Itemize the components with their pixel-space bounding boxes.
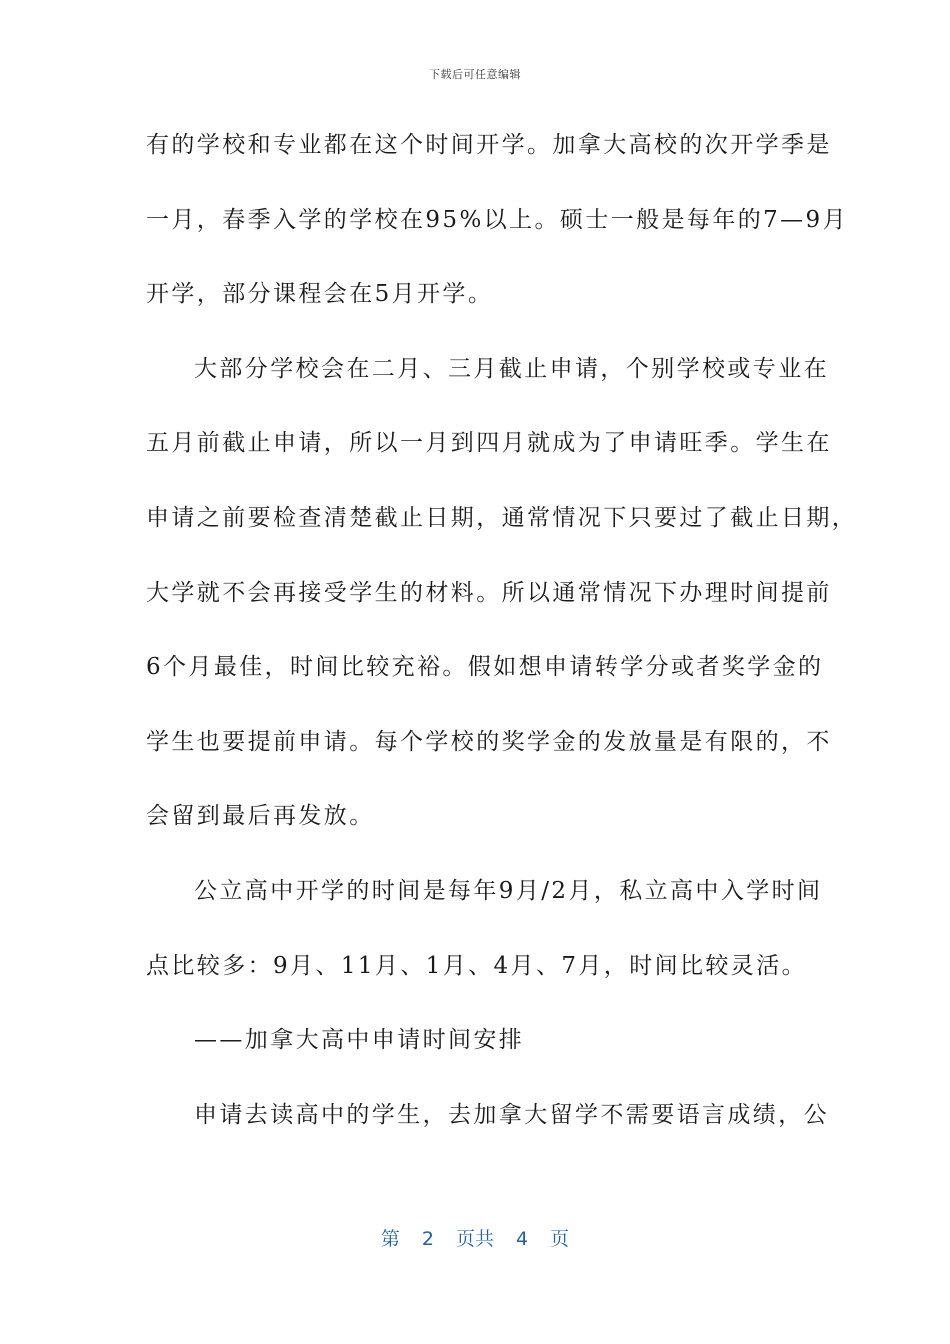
paragraph-start-line: 公立高中开学的时间是每年9月/2月，私立高中入学时间 [194, 877, 823, 904]
page-header-note: 下载后可任意编辑 [429, 68, 521, 81]
text-line: 一月，春季入学的学校在95%以上。硕士一般是每年的7—9月 [146, 206, 848, 233]
text-line: 五月前截止申请，所以一月到四月就成为了申请旺季。学生在 [146, 430, 832, 457]
section-heading: ——加拿大高中申请时间安排 [194, 1027, 525, 1054]
current-page-number: 2 [421, 1228, 434, 1250]
total-pages-number: 4 [516, 1228, 529, 1250]
footer-suffix: 页 [550, 1228, 570, 1250]
page-number-footer [0, 1224, 950, 1251]
document-body [146, 118, 858, 1162]
paragraph-start-line: 申请去读高中的学生，去加拿大留学不需要语言成绩，公 [194, 1101, 829, 1128]
text-line: 学生也要提前申请。每个学校的奖学金的发放量是有限的，不 [146, 728, 832, 755]
footer-prefix: 第 [380, 1228, 400, 1250]
text-line: 开学，部分课程会在5月开学。 [146, 281, 494, 308]
paragraph-start-line: 大部分学校会在二月、三月截止申请，个别学校或专业在 [194, 355, 829, 382]
text-line: 申请之前要检查清楚截止日期，通常情况下只要过了截止日期， [146, 504, 858, 531]
text-line: 点比较多：9月、11月、1月、4月、7月，时间比较灵活。 [146, 952, 807, 979]
text-line: 大学就不会再接受学生的材料。所以通常情况下办理时间提前 [146, 579, 832, 606]
text-line: 有的学校和专业都在这个时间开学。加拿大高校的次开学季是 [146, 132, 832, 158]
text-line: 会留到最后再发放。 [146, 803, 375, 830]
text-line: 6个月最佳，时间比较充裕。假如想申请转学分或者奖学金的 [146, 654, 824, 681]
footer-middle: 页共 [455, 1228, 494, 1250]
